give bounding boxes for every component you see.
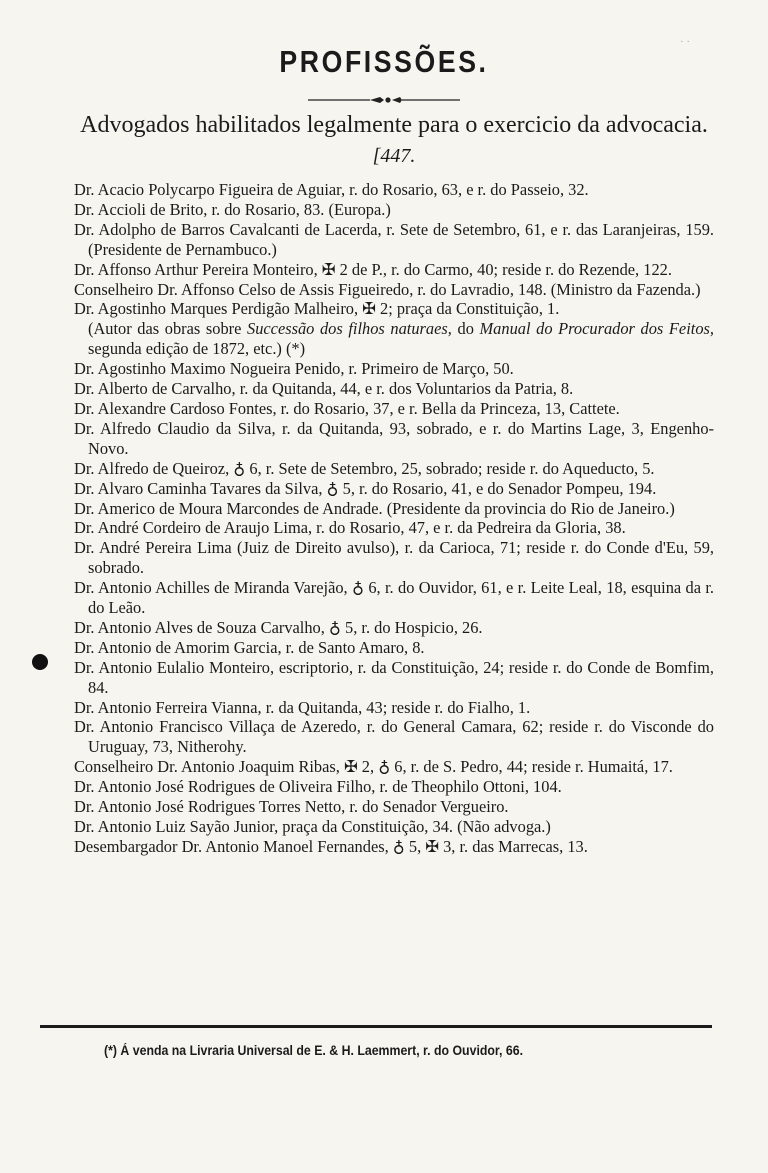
lawyer-list <box>74 180 714 857</box>
list-item: Dr. Acacio Polycarpo Figueira de Aguiar, r. do Rosario, 63, e r. do Passeio, 32. <box>74 180 589 199</box>
list-item: Dr. Accioli de Brito, r. do Rosario, 83. (Europa.) <box>74 199 391 219</box>
note-work-2: Manual do Procurador dos Feitos, <box>479 319 714 339</box>
list-item: Dr. Alexandre Cardoso Fontes, r. do Rosario, 37, e r. Bella da Princeza, 13, Cattete. <box>74 398 620 418</box>
list-item: Dr. Antonio Alves de Souza Carvalho, ♁ 5, r. do Hospicio, 26. <box>74 617 483 637</box>
list-item-note <box>74 319 714 359</box>
page-speck: · · <box>680 36 691 48</box>
note-tail: segunda edição de 1872, etc.) (*) <box>88 339 306 359</box>
list-item: Dr. Alvaro Caminha Tavares da Silva, ♁ 5, r. do Rosario, 41, e do Senador Pompeu, 194. <box>74 478 657 498</box>
list-item: Dr. André Pereira Lima (Juiz de Direito avulso), r. da Carioca, 71; reside r. do Conde d'Eu, 59, sobrado. <box>74 538 714 578</box>
note-work-1: Successão dos filhos naturaes, <box>247 319 452 339</box>
footnote: (*) Á venda na Livraria Universal de E. & H. Laemmert, r. do Ouvidor, 66. <box>104 1043 524 1058</box>
list-item: Dr. Antonio de Amorim Garcia, r. de Santo Amaro, 8. <box>74 637 425 657</box>
footer-rule <box>40 1025 712 1028</box>
list-item: Dr. Alfredo Claudio da Silva, r. da Quitanda, 93, sobrado, e r. do Martins Lage, 3, Engenho-Novo. <box>74 418 714 458</box>
section-subtitle <box>80 110 708 171</box>
list-item: Desembargador Dr. Antonio Manoel Fernandes, ♁ 5, ✠ 3, r. das Marrecas, 13. <box>74 836 588 856</box>
list-item: Dr. Agostinho Maximo Nogueira Penido, r. Primeiro de Março, 50. <box>74 359 514 379</box>
list-item: Dr. Antonio Francisco Villaça de Azeredo, r. do General Camara, 62; reside r. do Visconde do Uruguay, 73, Nitherohy. <box>74 717 714 757</box>
list-item: Dr. Agostinho Marques Perdigão Malheiro, ✠ 2; praça da Constituição, 1. <box>74 299 560 319</box>
list-item: Conselheiro Dr. Affonso Celso de Assis Figueiredo, r. do Lavradio, 148. (Ministro da Fazenda.) <box>74 279 701 299</box>
list-item: Dr. Antonio Achilles de Miranda Varejão, ♁ 6, r. do Ouvidor, 61, e r. Leite Leal, 18, esquina da r. do Leão. <box>74 578 714 618</box>
page-title: PROFISSÕES. <box>279 44 489 79</box>
list-item: Dr. Alfredo de Queiroz, ♁ 6, r. Sete de Setembro, 25, sobrado; reside r. do Aqueducto, 5. <box>74 458 655 478</box>
list-item: Dr. Americo de Moura Marcondes de Andrade. (Presidente da provincia do Rio de Janeiro.) <box>74 498 675 518</box>
list-item: Dr. Antonio Ferreira Vianna, r. da Quitanda, 43; reside r. do Fialho, 1. <box>74 697 531 717</box>
subtitle-text: Advogados habilitados legalmente para o exercicio da advocacia. <box>80 112 708 138</box>
list-item: Conselheiro Dr. Antonio Joaquim Ribas, ✠ 2, ♁ 6, r. de S. Pedro, 44; reside r. Humaitá, 17. <box>74 757 673 777</box>
list-item: Dr. Alberto de Carvalho, r. da Quitanda, 44, e r. dos Voluntarios da Patria, 8. <box>74 379 574 399</box>
entry-count: [447. <box>372 145 416 167</box>
note-mid: do <box>457 319 474 339</box>
list-item: Dr. Antonio Luiz Sayão Junior, praça da Constituição, 34. (Não advoga.) <box>74 817 551 836</box>
note-intro: (Autor das obras sobre <box>88 319 242 339</box>
list-item: Dr. Antonio José Rodrigues Torres Netto, r. do Senador Vergueiro. <box>74 797 509 817</box>
ink-blot <box>32 654 48 670</box>
list-item: Dr. Antonio José Rodrigues de Oliveira Filho, r. de Theophilo Ottoni, 104. <box>74 777 562 797</box>
list-item: Dr. Adolpho de Barros Cavalcanti de Lacerda, r. Sete de Setembro, 61, e r. das Laranjeiras, 159. (Presidente de Pernambuco.) <box>74 219 714 259</box>
list-item: Dr. Antonio Eulalio Monteiro, escriptorio, r. da Constituição, 24; reside r. do Conde de Bomfim, 84. <box>74 657 714 697</box>
list-item: Dr. André Cordeiro de Araujo Lima, r. do Rosario, 47, e r. da Pedreira da Gloria, 38. <box>74 518 626 538</box>
title-ornament <box>308 95 460 105</box>
list-item: Dr. Affonso Arthur Pereira Monteiro, ✠ 2 de P., r. do Carmo, 40; reside r. do Rezende, 122. <box>74 259 672 279</box>
